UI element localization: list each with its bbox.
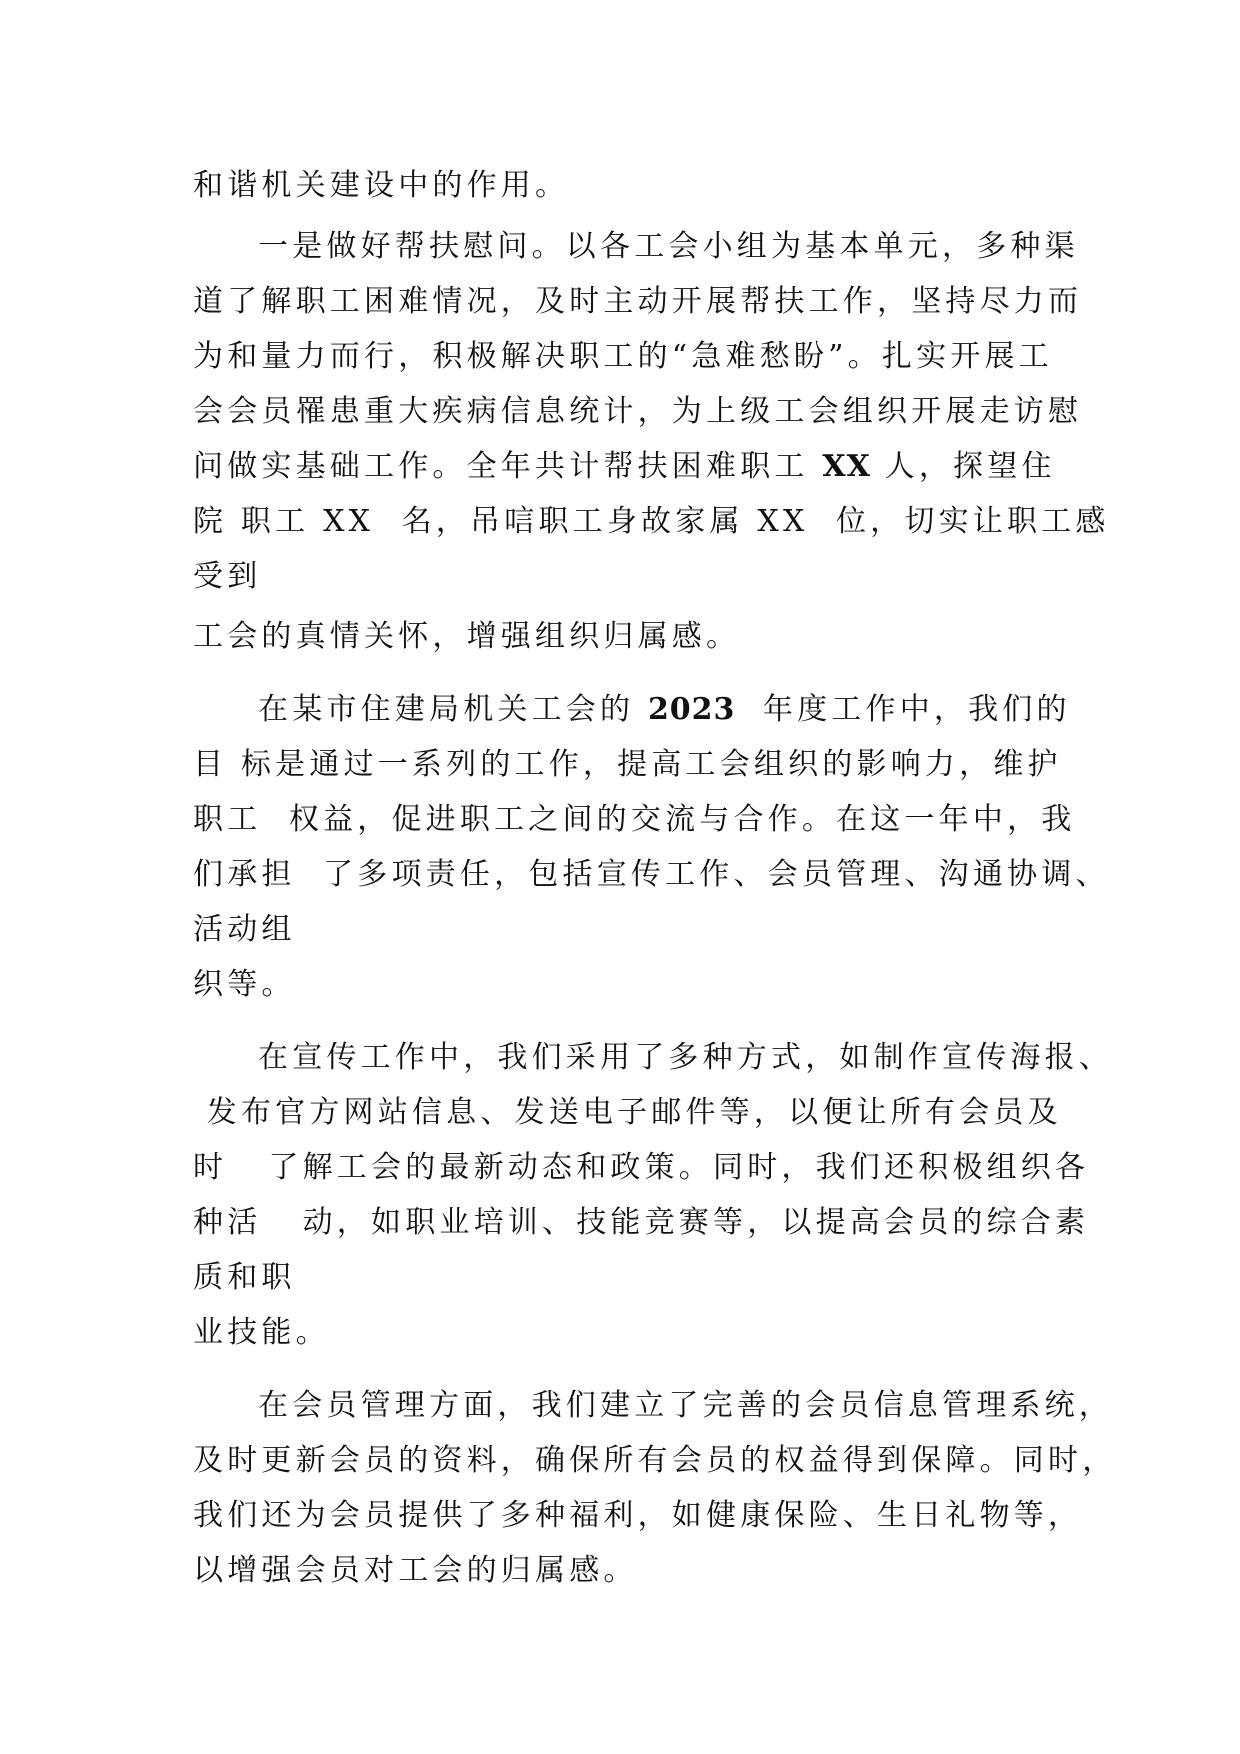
paragraph-help-line: 道了解职工困难情况，及时主动开展帮扶工作，坚持尽力而	[193, 284, 1083, 319]
paragraph-publicity-line: 时 了解工会的最新动态和政策。同时，我们还积极组织各	[193, 1150, 1090, 1185]
paragraph-publicity-line: 在宣传工作中，我们采用了多种方式，如制作宣传海报、	[258, 1040, 1113, 1075]
paragraph-members-line: 及时更新会员的资料，确保所有会员的权益得到保障。同时，	[193, 1443, 1117, 1478]
paragraph-goal-line	[258, 692, 1071, 728]
paragraph-help-line: 为和量力而行，积极解决职工的“急难愁盼”。扎实开展工	[193, 339, 1053, 374]
paragraph-help-line	[193, 449, 1056, 485]
paragraph-publicity-line: 质和职	[193, 1260, 296, 1295]
paragraph-members-line: 在会员管理方面，我们建立了完善的会员信息管理系统，	[258, 1388, 1113, 1423]
goal-text-segment: 年度工作中，我们的	[735, 692, 1071, 727]
paragraph-goal-line: 目 标是通过一系列的工作，提高工会组织的影响力，维护	[193, 747, 1062, 782]
paragraph-publicity-line: 业技能。	[193, 1315, 330, 1350]
paragraph-help-line: 工会的真情关怀，增强组织归属感。	[193, 619, 741, 654]
goal-text-segment: 在某市住建局机关工会的	[258, 692, 648, 727]
help-count-placeholder: XX	[822, 449, 871, 484]
paragraph-members-line: 我们还为会员提供了多种福利，如健康保险、生日礼物等，	[193, 1498, 1083, 1533]
goal-year: 2023	[647, 692, 736, 727]
paragraph-goal-line: 职工 权益，促进职工之间的交流与合作。在这一年中，我	[193, 802, 1076, 837]
help-text-segment: 人，探望住	[870, 449, 1056, 484]
paragraph-help-line: 受到	[193, 559, 262, 594]
paragraph-members-line: 以增强会员对工会的归属感。	[193, 1553, 638, 1588]
paragraph-help-line: 院 职工 XX 名，吊唁职工身故家属 XX 位，切实让职工感	[193, 504, 1110, 539]
paragraph-publicity-line: 发布官方网站信息、发送电子邮件等，以便让所有会员及	[193, 1095, 1062, 1130]
paragraph-goal-line: 织等。	[193, 967, 296, 1002]
paragraph-goal-line: 们承担 了多项责任，包括宣传工作、会员管理、沟通协调、	[193, 857, 1110, 892]
help-text-segment: 问做实基础工作。全年共计帮扶困难职工	[193, 449, 823, 484]
paragraph-help-line: 一是做好帮扶慰问。以各工会小组为基本单元，多种渠	[258, 229, 1079, 264]
paragraph-publicity-line: 种活 动，如职业培训、技能竞赛等，以提高会员的综合素	[193, 1205, 1090, 1240]
paragraph-goal-line: 活动组	[193, 912, 296, 947]
paragraph-help-line: 会会员罹患重大疾病信息统计，为上级工会组织开展走访慰	[193, 394, 1083, 429]
paragraph-intro-line: 和谐机关建设中的作用。	[193, 168, 570, 203]
